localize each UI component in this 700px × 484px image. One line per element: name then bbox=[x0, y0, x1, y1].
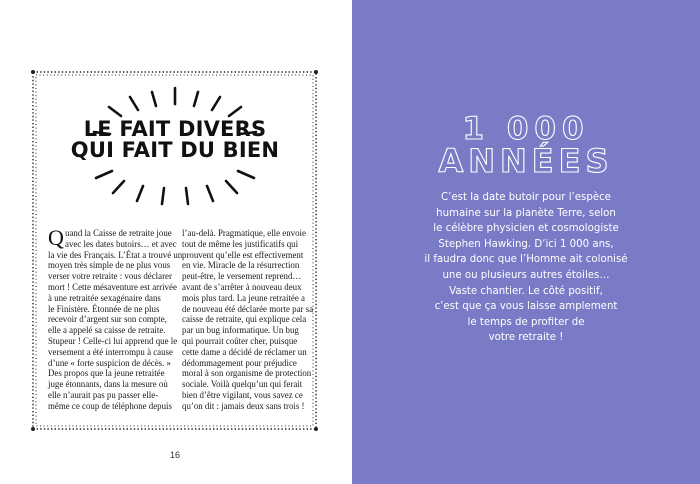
text-line: avant de s’arrêter à nouveau deux bbox=[182, 281, 302, 292]
text-line: de nouveau été déclarée morte par sa bbox=[182, 303, 314, 314]
text-line: cette dame a décidé de réclamer un bbox=[182, 346, 307, 357]
text-line: juge étonnants, dans la mesure où bbox=[48, 379, 168, 390]
heading-line-2: QUI FAIT DU BIEN bbox=[70, 138, 280, 162]
text-line: prouvent qu’elle est effectivement bbox=[182, 249, 304, 260]
text-line: uand la Caisse de retraite joue bbox=[65, 228, 172, 238]
right-paragraph bbox=[352, 190, 700, 346]
text-line: caisse de retraite, qui explique cela bbox=[182, 314, 307, 325]
text-line: d’une « forte suspicion de décès. » bbox=[48, 357, 171, 368]
text-line: Stupeur ! Celle-ci lui apprend que le bbox=[48, 335, 178, 346]
text-line: elle n’aurait pas pu passer elle- bbox=[48, 389, 159, 400]
heading-line-1: LE FAIT DIVERS bbox=[83, 117, 267, 141]
text-line: le célèbre physicien et cosmologiste bbox=[433, 223, 619, 235]
text-line: moyen très simple de ne plus vous bbox=[48, 260, 171, 271]
text-line: c’est que ça vous laisse amplement bbox=[434, 301, 618, 313]
text-line: le Finistère. Étonnée de ne plus bbox=[48, 303, 160, 314]
text-line: la vie des Français. L’État a trouvé un bbox=[48, 249, 183, 260]
text-line: le temps de profiter de bbox=[467, 316, 585, 328]
text-line: une ou plusieurs autres étoiles… bbox=[442, 269, 610, 281]
article-column-2 bbox=[182, 228, 314, 412]
text-line: qui pourrait coûter cher, puisque bbox=[182, 335, 298, 346]
text-line: votre retraite ! bbox=[488, 332, 564, 344]
text-line: tout de même les justificatifs qui bbox=[182, 238, 299, 249]
text-line: peut-être, le versement reprend… bbox=[182, 271, 302, 282]
headline-number: 1 000 bbox=[462, 111, 590, 147]
headline-word: ANNÉES bbox=[438, 142, 614, 180]
text-line: avec les dates butoirs… et avec bbox=[65, 238, 177, 249]
page-number: 16 bbox=[169, 450, 180, 460]
text-line: sociale. Voilà quelqu’un qui ferait bbox=[182, 379, 303, 390]
text-line: à une retraitée sexagénaire dans bbox=[48, 292, 161, 303]
text-line: recevoir d’argent sur son compte, bbox=[48, 314, 167, 325]
text-line: Vaste chantier. Le côté positif, bbox=[449, 285, 603, 297]
text-line: elle a appelé sa caisse de retraite. bbox=[48, 325, 166, 336]
text-line: mois plus tard. La jeune retraitée a bbox=[182, 292, 305, 303]
text-line: moral à son organisme de protection bbox=[182, 368, 312, 379]
text-line: C’est la date butoir pour l’espèce bbox=[441, 192, 611, 203]
text-line: l’au-delà. Pragmatique, elle envoie bbox=[182, 228, 306, 238]
text-line: qu’on dit : jamais deux sans trois ! bbox=[182, 400, 305, 411]
page-heading bbox=[60, 119, 290, 161]
text-line: Stephen Hawking. D’ici 1 000 ans, bbox=[438, 238, 614, 250]
text-line: en vie. Miracle de la résurrection bbox=[182, 260, 300, 271]
drop-cap: Q bbox=[48, 225, 64, 250]
text-line: Des propos que la jeune retraitée bbox=[48, 368, 165, 379]
text-line: il faudra donc que l’Homme ait colonisé bbox=[424, 254, 628, 266]
text-line: par un bug informatique. Un bug bbox=[182, 325, 299, 336]
text-line: humaine sur la planète Terre, selon bbox=[436, 207, 616, 219]
text-line: même ce coup de téléphone depuis bbox=[48, 400, 172, 411]
text-line: mort ! Cette mésaventure est arrivée bbox=[48, 281, 177, 292]
text-line: versement a été interrompu à cause bbox=[48, 346, 173, 357]
article-column-1 bbox=[48, 225, 183, 412]
text-line: dédommagement pour préjudice bbox=[182, 357, 297, 368]
text-line: verser votre retraite : vous déclarer bbox=[48, 271, 172, 282]
right-page bbox=[352, 0, 700, 484]
text-line: bien d’être vigilant, vous savez ce bbox=[182, 389, 303, 400]
